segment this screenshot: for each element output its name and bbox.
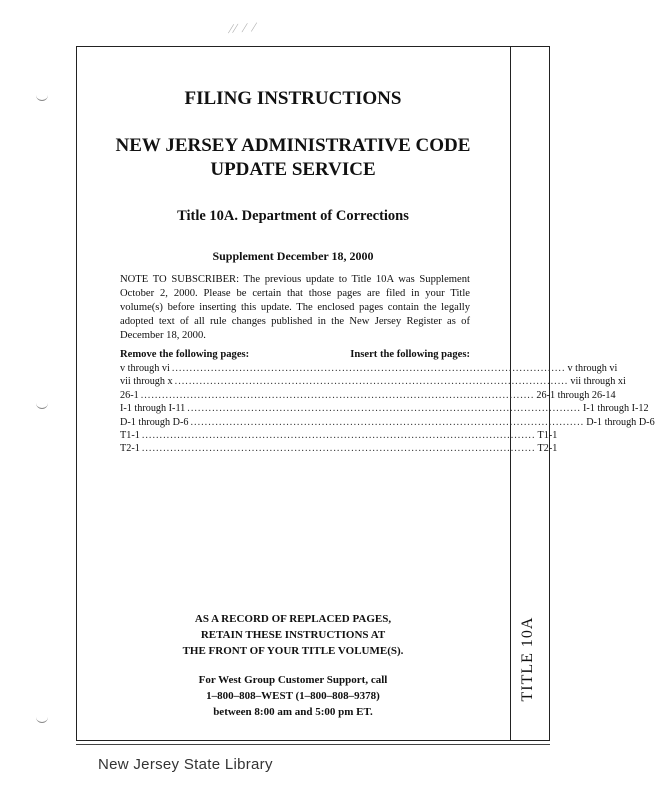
insert-header: Insert the following pages: [350, 349, 470, 360]
support-hours: between 8:00 am and 5:00 pm ET. [213, 706, 373, 718]
subscriber-note: NOTE TO SUBSCRIBER: The previous update to Title 10A was Supplement October 2, 2000. Please be certain that those pages are filed in your Title volume(s) before inserting this update. The enclosed pages contain the legally adopted text of all rule changes published in the New Jersey Register as of December 18, 2000. [120, 274, 470, 341]
page-row [120, 375, 626, 388]
insert-pages: T1-1 [537, 429, 558, 441]
punch-hole-mark [36, 90, 48, 101]
leader-dots: ............................................................................................................... [190, 416, 585, 428]
leader-dots: ............................................................................................................... [141, 443, 536, 455]
remove-header: Remove the following pages: [120, 349, 250, 360]
support-line: For West Group Customer Support, call [198, 674, 388, 686]
remove-pages: T2-1 [120, 443, 140, 455]
department-title: Title 10A. Department of Corrections [177, 208, 409, 224]
insert-pages: vii through xi [570, 376, 626, 388]
handwritten-mark: ⁄⁄ ∕ ⁄ [229, 19, 258, 36]
code-title-line: UPDATE SERVICE [210, 159, 376, 180]
page-list [120, 362, 655, 456]
code-title [76, 134, 510, 182]
page-row [120, 402, 649, 415]
insert-pages: T2-1 [537, 443, 558, 455]
remove-pages: D-1 through D-6 [120, 416, 189, 428]
page-row [120, 442, 558, 455]
leader-dots: ............................................................................................................... [141, 429, 536, 441]
insert-pages: I-1 through I-12 [582, 403, 649, 415]
filing-title: FILING INSTRUCTIONS [184, 88, 402, 109]
insert-pages: v through vi [567, 363, 618, 374]
retain-notice [76, 611, 510, 659]
remove-pages: v through vi [120, 363, 170, 374]
insert-pages: D-1 through D-6 [586, 416, 655, 428]
retain-line: RETAIN THESE INSTRUCTIONS AT [200, 629, 386, 641]
support-info [76, 672, 510, 720]
insert-pages: 26-1 through 26-14 [536, 389, 616, 401]
title-tab-label: TITLE 10A [519, 616, 536, 702]
supplement-date: Supplement December 18, 2000 [212, 249, 374, 263]
support-phone: 1–800–808–WEST (1–800–808–9378) [206, 690, 380, 702]
retain-line: AS A RECORD OF REPLACED PAGES, [194, 613, 392, 625]
code-title-line: NEW JERSEY ADMINISTRATIVE CODE [115, 135, 471, 156]
remove-pages: T1-1 [120, 429, 140, 441]
page-row [120, 389, 616, 402]
remove-pages: 26-1 [120, 389, 139, 401]
leader-dots: ............................................................................................................... [140, 389, 535, 401]
retain-line: THE FRONT OF YOUR TITLE VOLUME(S). [182, 645, 404, 657]
library-stamp: New Jersey State Library [98, 756, 273, 773]
leader-dots: ............................................................................................................... [174, 376, 569, 388]
punch-hole-mark [36, 712, 48, 723]
punch-hole-mark [36, 398, 48, 409]
leader-dots: ............................................................................................................... [171, 363, 566, 374]
page-row [120, 429, 558, 442]
frame-double-rule [76, 744, 550, 745]
page-list-headers [120, 349, 470, 360]
remove-pages: vii through x [120, 376, 173, 388]
page-row [120, 416, 655, 429]
remove-pages: I-1 through I-11 [120, 403, 186, 415]
leader-dots: ............................................................................................................... [187, 403, 581, 415]
page-row [120, 362, 618, 375]
